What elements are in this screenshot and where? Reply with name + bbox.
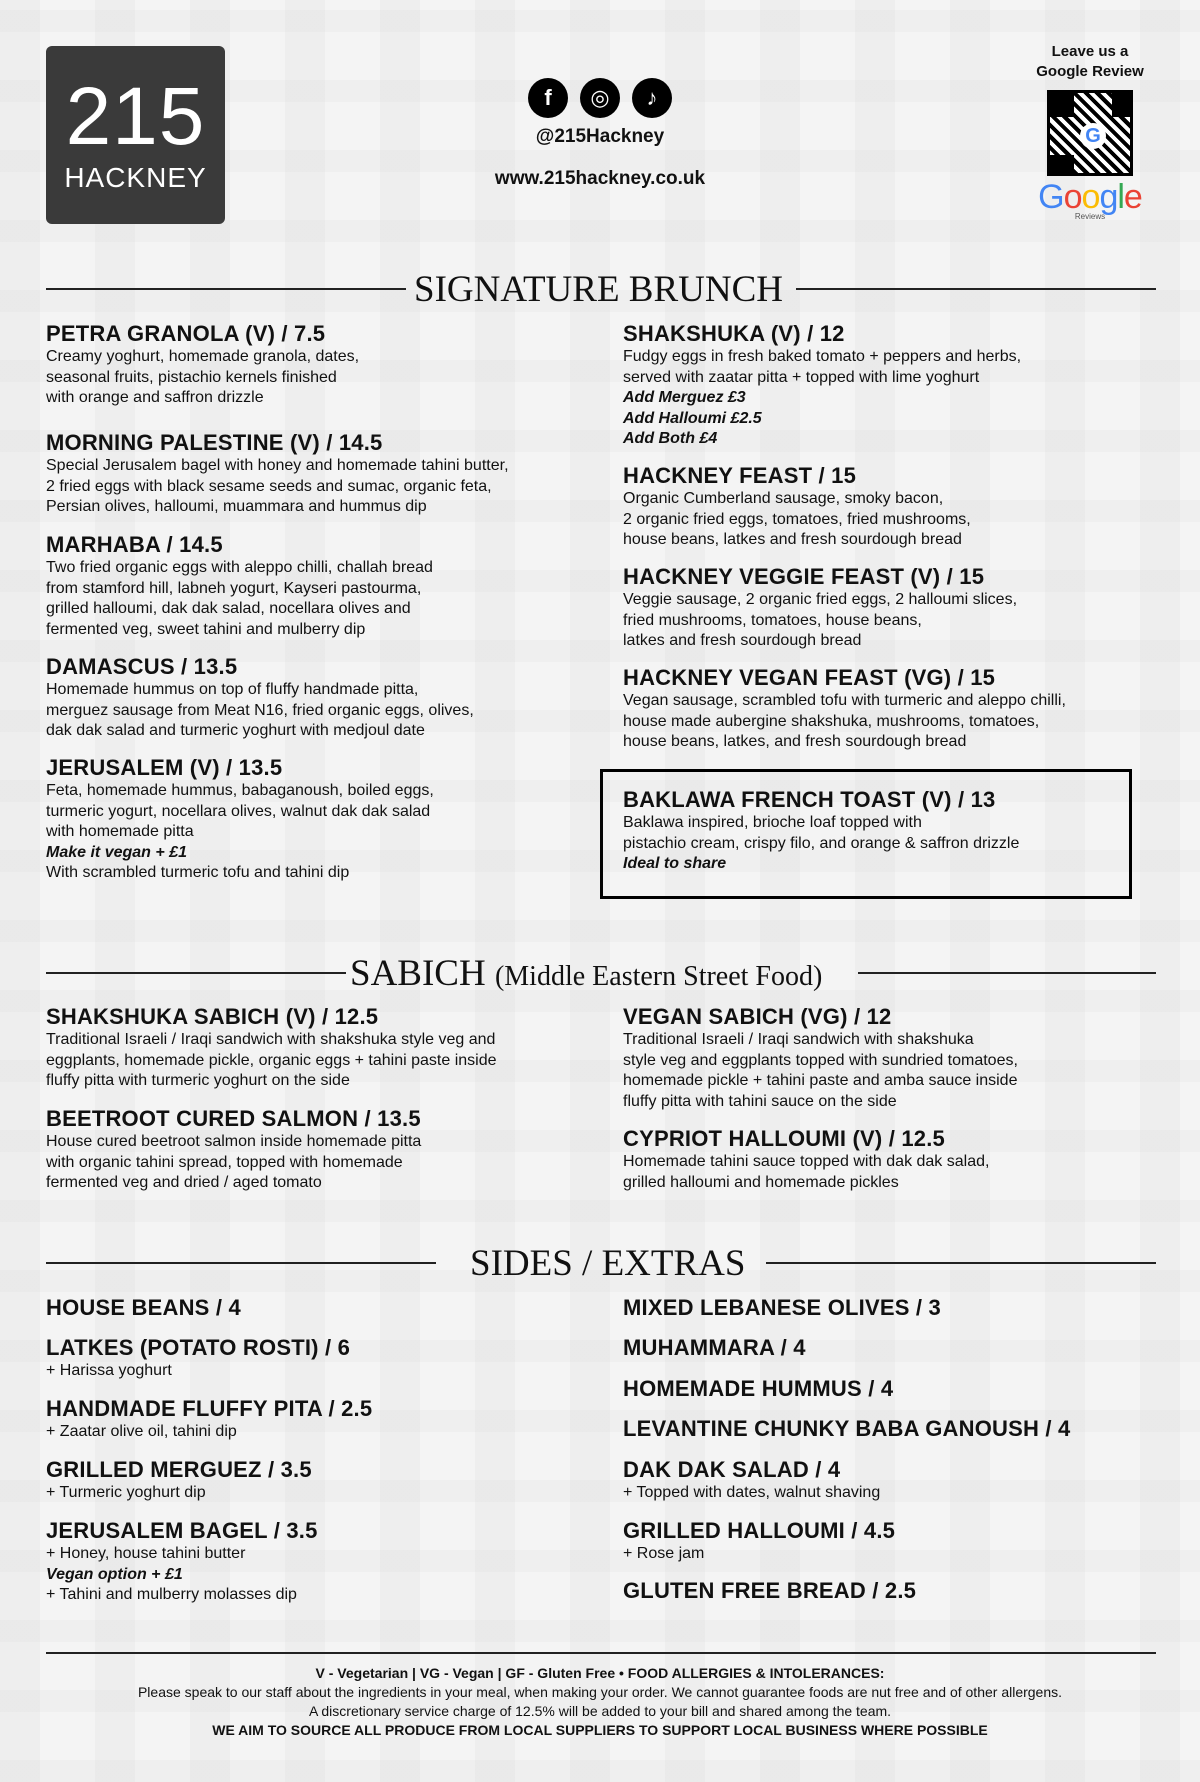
item-desc: house beans, latkes and fresh sourdough bread — [623, 531, 962, 548]
item-title: HOUSE BEANS / 4 — [46, 1295, 241, 1320]
item-desc: fermented veg and dried / aged tomato — [46, 1174, 322, 1191]
menu-item — [46, 1295, 576, 1321]
footer-service-charge: A discretionary service charge of 12.5% will be added to your bill and shared among the team. — [308, 1703, 892, 1719]
item-extra: Vegan option + £1 — [46, 1565, 183, 1583]
menu-item — [46, 1106, 576, 1194]
menu-item — [623, 1416, 1153, 1442]
item-desc: Special Jerusalem bagel with honey and homemade tahini butter, — [46, 457, 509, 474]
menu-item — [623, 1457, 1153, 1504]
social-links — [470, 78, 730, 148]
menu-item — [46, 430, 586, 518]
divider — [858, 972, 1156, 974]
item-desc: from stamford hill, labneh yogurt, Kayseri pastourma, — [46, 579, 422, 597]
item-desc: Creamy yoghurt, homemade granola, dates, — [46, 348, 360, 365]
item-title: JERUSALEM BAGEL / 3.5 — [46, 1518, 318, 1543]
qr-code[interactable]: G — [1047, 90, 1133, 176]
item-title: BEETROOT CURED SALMON / 13.5 — [46, 1106, 421, 1131]
item-extra: Make it vegan + £1 — [46, 843, 187, 861]
item-title: CYPRIOT HALLOUMI (V) / 12.5 — [623, 1126, 945, 1151]
divider — [46, 1652, 1156, 1654]
item-desc: pistachio cream, crispy filo, and orange & saffron drizzle — [623, 834, 1020, 852]
section-heading-sides: SIDES / EXTRAS — [470, 1243, 746, 1284]
item-desc: Vegan sausage, scrambled tofu with turmeric and aleppo chilli, — [623, 692, 1066, 709]
menu-item — [46, 1335, 576, 1382]
item-desc: eggplants, homemade pickle, organic eggs + tahini paste inside — [46, 1051, 497, 1069]
item-desc: latkes and fresh sourdough bread — [623, 632, 862, 649]
item-desc: House cured beetroot salmon inside homemade pitta — [46, 1133, 422, 1150]
item-desc: house made aubergine shakshuka, mushrooms, tomatoes, — [623, 712, 1040, 730]
item-title: HACKNEY FEAST / 15 — [623, 463, 857, 488]
item-title: MORNING PALESTINE (V) / 14.5 — [46, 430, 383, 455]
menu-item — [46, 755, 576, 884]
menu-item-featured — [623, 787, 1153, 875]
menu-item — [46, 1457, 576, 1504]
item-desc: Homemade tahini sauce topped with dak dak salad, — [623, 1153, 990, 1170]
menu-item — [623, 665, 1183, 753]
item-title: PETRA GRANOLA (V) / 7.5 — [46, 321, 326, 346]
footer-legend: V - Vegetarian | VG - Vegan | GF - Gluten Free • FOOD ALLERGIES & INTOLERANCES: — [315, 1665, 885, 1681]
item-desc: Feta, homemade hummus, babaganoush, boiled eggs, — [46, 782, 434, 799]
menu-item — [623, 1126, 1153, 1193]
divider — [46, 288, 406, 290]
section-heading-signature: SIGNATURE BRUNCH — [414, 269, 784, 310]
item-title: JERUSALEM (V) / 13.5 — [46, 755, 283, 780]
logo-word: HACKNEY — [64, 162, 207, 193]
item-extra: Add Both £4 — [623, 430, 718, 447]
item-title: GRILLED HALLOUMI / 4.5 — [623, 1518, 896, 1543]
item-desc: served with zaatar pitta + topped with lime yoghurt — [623, 368, 980, 386]
item-desc: Two fried organic eggs with aleppo chilli, challah bread — [46, 559, 433, 576]
menu-item — [623, 463, 1153, 551]
item-desc: Fudgy eggs in fresh baked tomato + peppers and herbs, — [623, 348, 1022, 365]
menu-item — [623, 1335, 1153, 1361]
review-line-1: Leave us a — [1051, 43, 1129, 60]
menu-item — [46, 1004, 586, 1092]
item-desc: + Honey, house tahini butter — [46, 1545, 246, 1562]
item-desc: fluffy pitta with tahini sauce on the side — [623, 1092, 897, 1110]
item-desc: style veg and eggplants topped with sundried tomatoes, — [623, 1051, 1018, 1069]
menu-item — [46, 654, 576, 742]
item-desc: fluffy pitta with turmeric yoghurt on the side — [46, 1072, 350, 1089]
item-title: MUHAMMARA / 4 — [623, 1335, 806, 1360]
social-handle[interactable]: @215Hackney — [535, 126, 665, 147]
item-desc: grilled halloumi, dak dak salad, nocellara olives and — [46, 600, 411, 617]
divider — [46, 972, 346, 974]
item-desc: Veggie sausage, 2 organic fried eggs, 2 halloumi slices, — [623, 591, 1018, 608]
menu-item — [623, 1295, 1153, 1321]
item-desc: homemade pickle + tahini paste and amba sauce inside — [623, 1072, 1018, 1089]
item-desc: 2 fried eggs with black sesame seeds and sumac, organic feta, — [46, 477, 492, 495]
item-desc: 2 organic fried eggs, tomatoes, fried mushrooms, — [623, 510, 971, 528]
item-title: HACKNEY VEGAN FEAST (VG) / 15 — [623, 665, 996, 690]
menu-item — [623, 564, 1153, 652]
item-desc: + Topped with dates, walnut shaving — [623, 1484, 881, 1501]
menu-item — [623, 1376, 1153, 1402]
review-line-2: Google Review — [1036, 63, 1144, 80]
google-reviews-label: Reviews — [1074, 212, 1106, 221]
menu-item — [46, 1518, 576, 1606]
item-title: MARHABA / 14.5 — [46, 532, 223, 557]
item-desc: Persian olives, halloumi, muammara and hummus dip — [46, 498, 427, 515]
item-desc: dak dak salad and turmeric yoghurt with medjoul date — [46, 722, 425, 739]
menu-item — [46, 1396, 576, 1443]
item-desc: Baklawa inspired, brioche loaf topped with — [623, 814, 922, 831]
item-title: GLUTEN FREE BREAD / 2.5 — [623, 1578, 917, 1603]
menu-item — [46, 532, 576, 640]
facebook-icon[interactable]: f — [528, 78, 568, 118]
menu-item — [623, 321, 1183, 450]
item-desc: grilled halloumi and homemade pickles — [623, 1173, 899, 1191]
google-review — [1010, 42, 1170, 221]
item-desc: seasonal fruits, pistachio kernels finished — [46, 368, 337, 386]
item-desc: + Rose jam — [623, 1545, 705, 1562]
logo — [46, 46, 225, 224]
item-title: GRILLED MERGUEZ / 3.5 — [46, 1457, 312, 1482]
website-link[interactable]: www.215hackney.co.uk — [494, 168, 706, 189]
item-title: DAK DAK SALAD / 4 — [623, 1457, 841, 1482]
item-desc: with orange and saffron drizzle — [46, 389, 264, 406]
menu-item — [623, 1578, 1153, 1604]
item-desc: + Harissa yoghurt — [46, 1362, 172, 1379]
item-desc: + Zaatar olive oil, tahini dip — [46, 1423, 237, 1440]
item-desc: Organic Cumberland sausage, smoky bacon, — [623, 490, 944, 507]
item-extra: Ideal to share — [623, 855, 727, 872]
item-title: SHAKSHUKA (V) / 12 — [623, 321, 845, 346]
item-desc: With scrambled turmeric tofu and tahini dip — [46, 864, 350, 881]
footer — [46, 1664, 1154, 1740]
item-extra: Add Merguez £3 — [623, 389, 746, 406]
footer-allergen-note: Please speak to our staff about the ingredients in your meal, when making your order. We cannot guarantee foods are nut free and of other allergens. — [137, 1684, 1063, 1700]
item-desc: Traditional Israeli / Iraqi sandwich with shakshuka style veg and — [46, 1031, 496, 1048]
item-title: MIXED LEBANESE OLIVES / 3 — [623, 1295, 941, 1320]
item-extra: Add Halloumi £2.5 — [623, 409, 762, 427]
item-title: HACKNEY VEGGIE FEAST (V) / 15 — [623, 564, 985, 589]
item-title: BAKLAWA FRENCH TOAST (V) / 13 — [623, 787, 996, 812]
item-desc: fermented veg, sweet tahini and mulberry dip — [46, 620, 366, 638]
google-logo: Google — [1038, 178, 1142, 216]
divider — [796, 288, 1156, 290]
item-title: LATKES (POTATO ROSTI) / 6 — [46, 1335, 351, 1360]
item-desc: with organic tahini spread, topped with homemade — [46, 1153, 403, 1171]
sabich-title: SABICH — [350, 953, 486, 994]
item-title: DAMASCUS / 13.5 — [46, 654, 238, 679]
logo-number: 215 — [65, 71, 206, 162]
tiktok-icon[interactable]: ♪ — [632, 78, 672, 118]
instagram-icon[interactable]: ◎ — [580, 78, 620, 118]
item-title: LEVANTINE CHUNKY BABA GANOUSH / 4 — [623, 1416, 1071, 1441]
item-desc: Traditional Israeli / Iraqi sandwich with shakshuka — [623, 1031, 974, 1048]
item-title: SHAKSHUKA SABICH (V) / 12.5 — [46, 1004, 379, 1029]
menu-item — [623, 1004, 1153, 1112]
item-desc: turmeric yogurt, nocellara olives, walnut dak dak salad — [46, 802, 431, 820]
item-title: HOMEMADE HUMMUS / 4 — [623, 1376, 894, 1401]
menu-item — [623, 1518, 1153, 1565]
item-desc: fried mushrooms, tomatoes, house beans, — [623, 611, 922, 629]
item-title: HANDMADE FLUFFY PITA / 2.5 — [46, 1396, 373, 1421]
footer-local-sourcing: WE AIM TO SOURCE ALL PRODUCE FROM LOCAL SUPPLIERS TO SUPPORT LOCAL BUSINESS WHERE POSSIBLE — [212, 1722, 988, 1738]
item-title: VEGAN SABICH (VG) / 12 — [623, 1004, 892, 1029]
item-desc: merguez sausage from Meat N16, fried organic eggs, olives, — [46, 701, 474, 719]
divider — [46, 1262, 436, 1264]
sabich-subtitle: (Middle Eastern Street Food) — [494, 961, 823, 992]
divider — [766, 1262, 1156, 1264]
item-desc: Homemade hummus on top of fluffy handmade pitta, — [46, 681, 419, 698]
menu-item — [46, 321, 576, 409]
section-heading-sabich — [350, 952, 822, 995]
item-desc: + Turmeric yoghurt dip — [46, 1484, 206, 1501]
item-desc: with homemade pitta — [46, 823, 194, 840]
item-desc: + Tahini and mulberry molasses dip — [46, 1586, 297, 1603]
item-desc: house beans, latkes, and fresh sourdough bread — [623, 733, 967, 750]
